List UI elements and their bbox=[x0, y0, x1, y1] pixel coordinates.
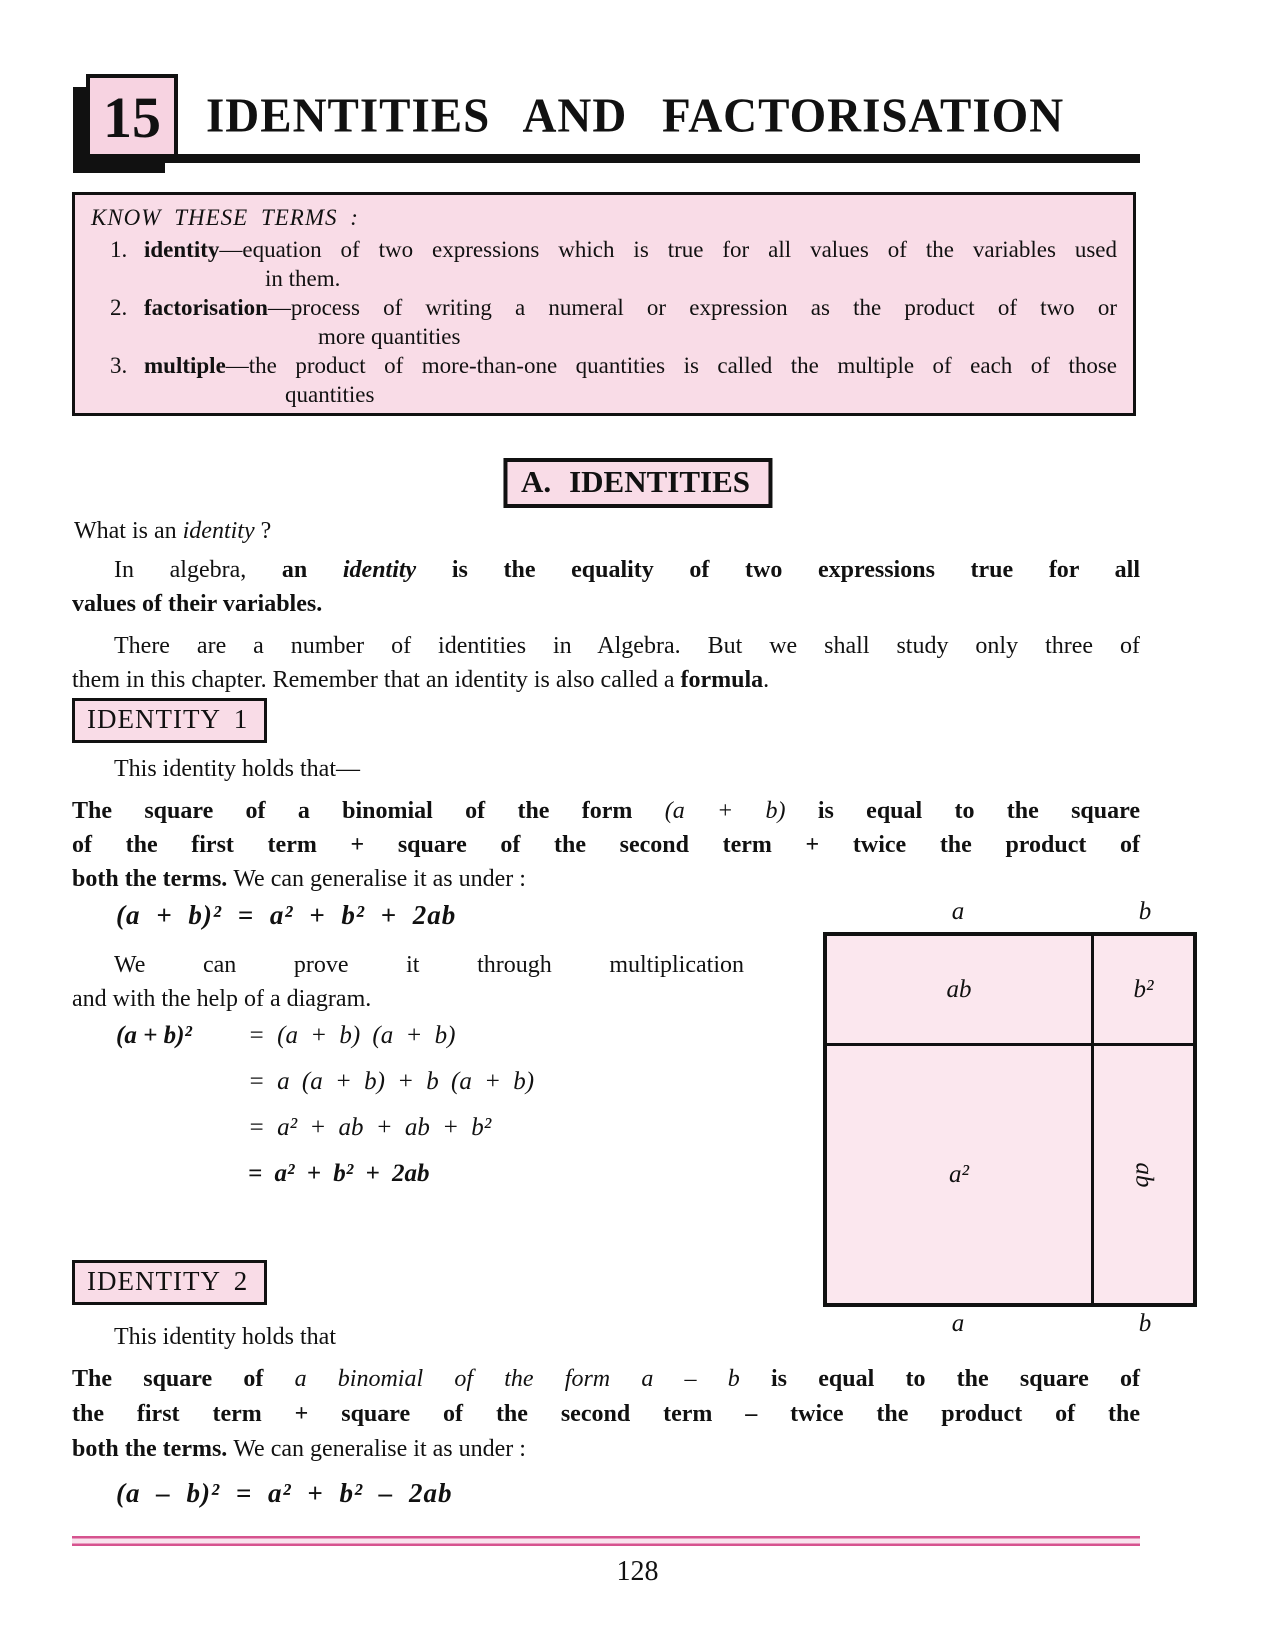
term-item-identity bbox=[91, 235, 1117, 293]
term-definition-line: multiple—the product of more-than-one quantities is called the multiple of each of those bbox=[144, 353, 1117, 378]
identity-2-statement bbox=[72, 1362, 1140, 1467]
term-definition-line: factorisation—process of writing a numeral or expression as the product of two or bbox=[144, 295, 1117, 320]
term-definition bbox=[144, 235, 1117, 293]
diagram-cell-ab-top bbox=[827, 936, 1094, 1046]
term-definition-continuation: in them. bbox=[265, 266, 341, 291]
derivation-lhs: (a + b)² bbox=[116, 1022, 192, 1049]
term-definition-continuation: quantities bbox=[285, 382, 375, 407]
identity-2-label: IDENTITY 2 bbox=[87, 1266, 249, 1296]
cell-label: ab bbox=[946, 975, 972, 1003]
statement-line: both the terms. We can generalise it as under : bbox=[72, 1436, 526, 1462]
derivation-rhs: = (a + b) (a + b) bbox=[248, 1022, 456, 1049]
paragraph-line: them in this chapter. Remember that an identity is also called a formula. bbox=[72, 667, 770, 693]
question-what-is-identity: What is an identity ? bbox=[74, 518, 272, 544]
derivation-rhs: = a (a + b) + b (a + b) bbox=[248, 1068, 535, 1095]
chapter-number: 15 bbox=[103, 84, 161, 150]
diagram-square bbox=[823, 932, 1197, 1307]
derivation-rhs: = a² + b² + 2ab bbox=[248, 1160, 430, 1187]
statement-line: the first term + square of the second term – twice the product of the bbox=[72, 1401, 1140, 1427]
statement-line: The square of a binomial of the form a – b is equal to the square of bbox=[72, 1366, 1141, 1392]
terms-heading: KNOW THESE TERMS : bbox=[91, 205, 359, 230]
cell-label: b² bbox=[1133, 975, 1154, 1003]
term-definition-line: identity—equation of two expressions which is true for all values of the variables used bbox=[144, 237, 1117, 262]
paragraph-line: and with the help of a diagram. bbox=[72, 986, 372, 1012]
statement-line: The square of a binomial of the form (a + b) is equal to the square bbox=[72, 798, 1141, 824]
derivation-rhs: = a² + ab + ab + b² bbox=[248, 1114, 492, 1141]
diagram-bottom-label-b: b bbox=[1138, 1310, 1152, 1337]
diagram-cell-ab-right bbox=[1094, 1046, 1193, 1303]
footer-divider bbox=[72, 1536, 1140, 1546]
section-heading-identities bbox=[503, 458, 772, 508]
section-title: IDENTITIES bbox=[569, 464, 751, 499]
term-item-multiple bbox=[91, 351, 1117, 409]
diagram-bottom-label-a: a bbox=[951, 1310, 965, 1337]
paragraph-number-of-identities bbox=[72, 629, 1140, 697]
term-item-factorisation bbox=[91, 293, 1117, 351]
diagram-cell-a-squared bbox=[827, 1046, 1094, 1303]
term-number: 3. bbox=[110, 353, 128, 378]
diagram-cell-b-squared bbox=[1094, 936, 1193, 1046]
paragraph-line: There are a number of identities in Algebra. But we shall study only three of bbox=[114, 633, 1140, 659]
section-letter: A. bbox=[520, 464, 552, 499]
derivation-line bbox=[116, 1068, 534, 1114]
statement-line: both the terms. We can generalise it as under : bbox=[72, 866, 526, 892]
cell-label: a² bbox=[949, 1160, 969, 1188]
identity-2-formula: (a – b)² = a² + b² – 2ab bbox=[116, 1478, 453, 1508]
identity-2-label-box bbox=[72, 1260, 267, 1305]
know-these-terms-box bbox=[72, 192, 1136, 416]
identity-2-intro: This identity holds that bbox=[114, 1324, 336, 1350]
derivation-line bbox=[116, 1022, 534, 1068]
identity-1-formula: (a + b)² = a² + b² + 2ab bbox=[116, 900, 457, 930]
term-definition bbox=[144, 293, 1117, 351]
binomial-square-diagram bbox=[790, 896, 1202, 1348]
term-definition-continuation: more quantities bbox=[318, 324, 461, 349]
identity-1-label-box bbox=[72, 698, 267, 743]
diagram-top-label-a: a bbox=[951, 898, 965, 925]
paragraph-line: We can prove it through multiplication bbox=[114, 952, 744, 978]
paragraph-line: values of their variables. bbox=[72, 591, 323, 617]
derivation-line bbox=[116, 1114, 534, 1160]
term-number: 2. bbox=[110, 295, 128, 320]
identity-1-statement bbox=[72, 794, 1140, 896]
statement-line: of the first term + square of the second term + twice the product of bbox=[72, 832, 1140, 858]
identity-1-prove-text bbox=[72, 948, 744, 1016]
title-underline bbox=[73, 154, 1140, 163]
cell-label-rotated: ab bbox=[1130, 1162, 1158, 1187]
paragraph-identity-definition bbox=[72, 553, 1140, 621]
identity-1-label: IDENTITY 1 bbox=[87, 704, 249, 734]
paragraph-line: In algebra, an identity is the equality of two expressions true for all bbox=[114, 557, 1140, 583]
derivation-line bbox=[116, 1160, 534, 1206]
identity-1-derivation bbox=[116, 1022, 534, 1206]
term-number: 1. bbox=[110, 237, 128, 262]
page-number: 128 bbox=[616, 1556, 659, 1587]
page-title: IDENTITIES AND FACTORISATION bbox=[206, 89, 1065, 144]
diagram-top-label-b: b bbox=[1138, 898, 1152, 925]
term-definition bbox=[144, 351, 1117, 409]
chapter-number-box bbox=[86, 74, 178, 160]
identity-1-intro: This identity holds that— bbox=[114, 756, 360, 782]
